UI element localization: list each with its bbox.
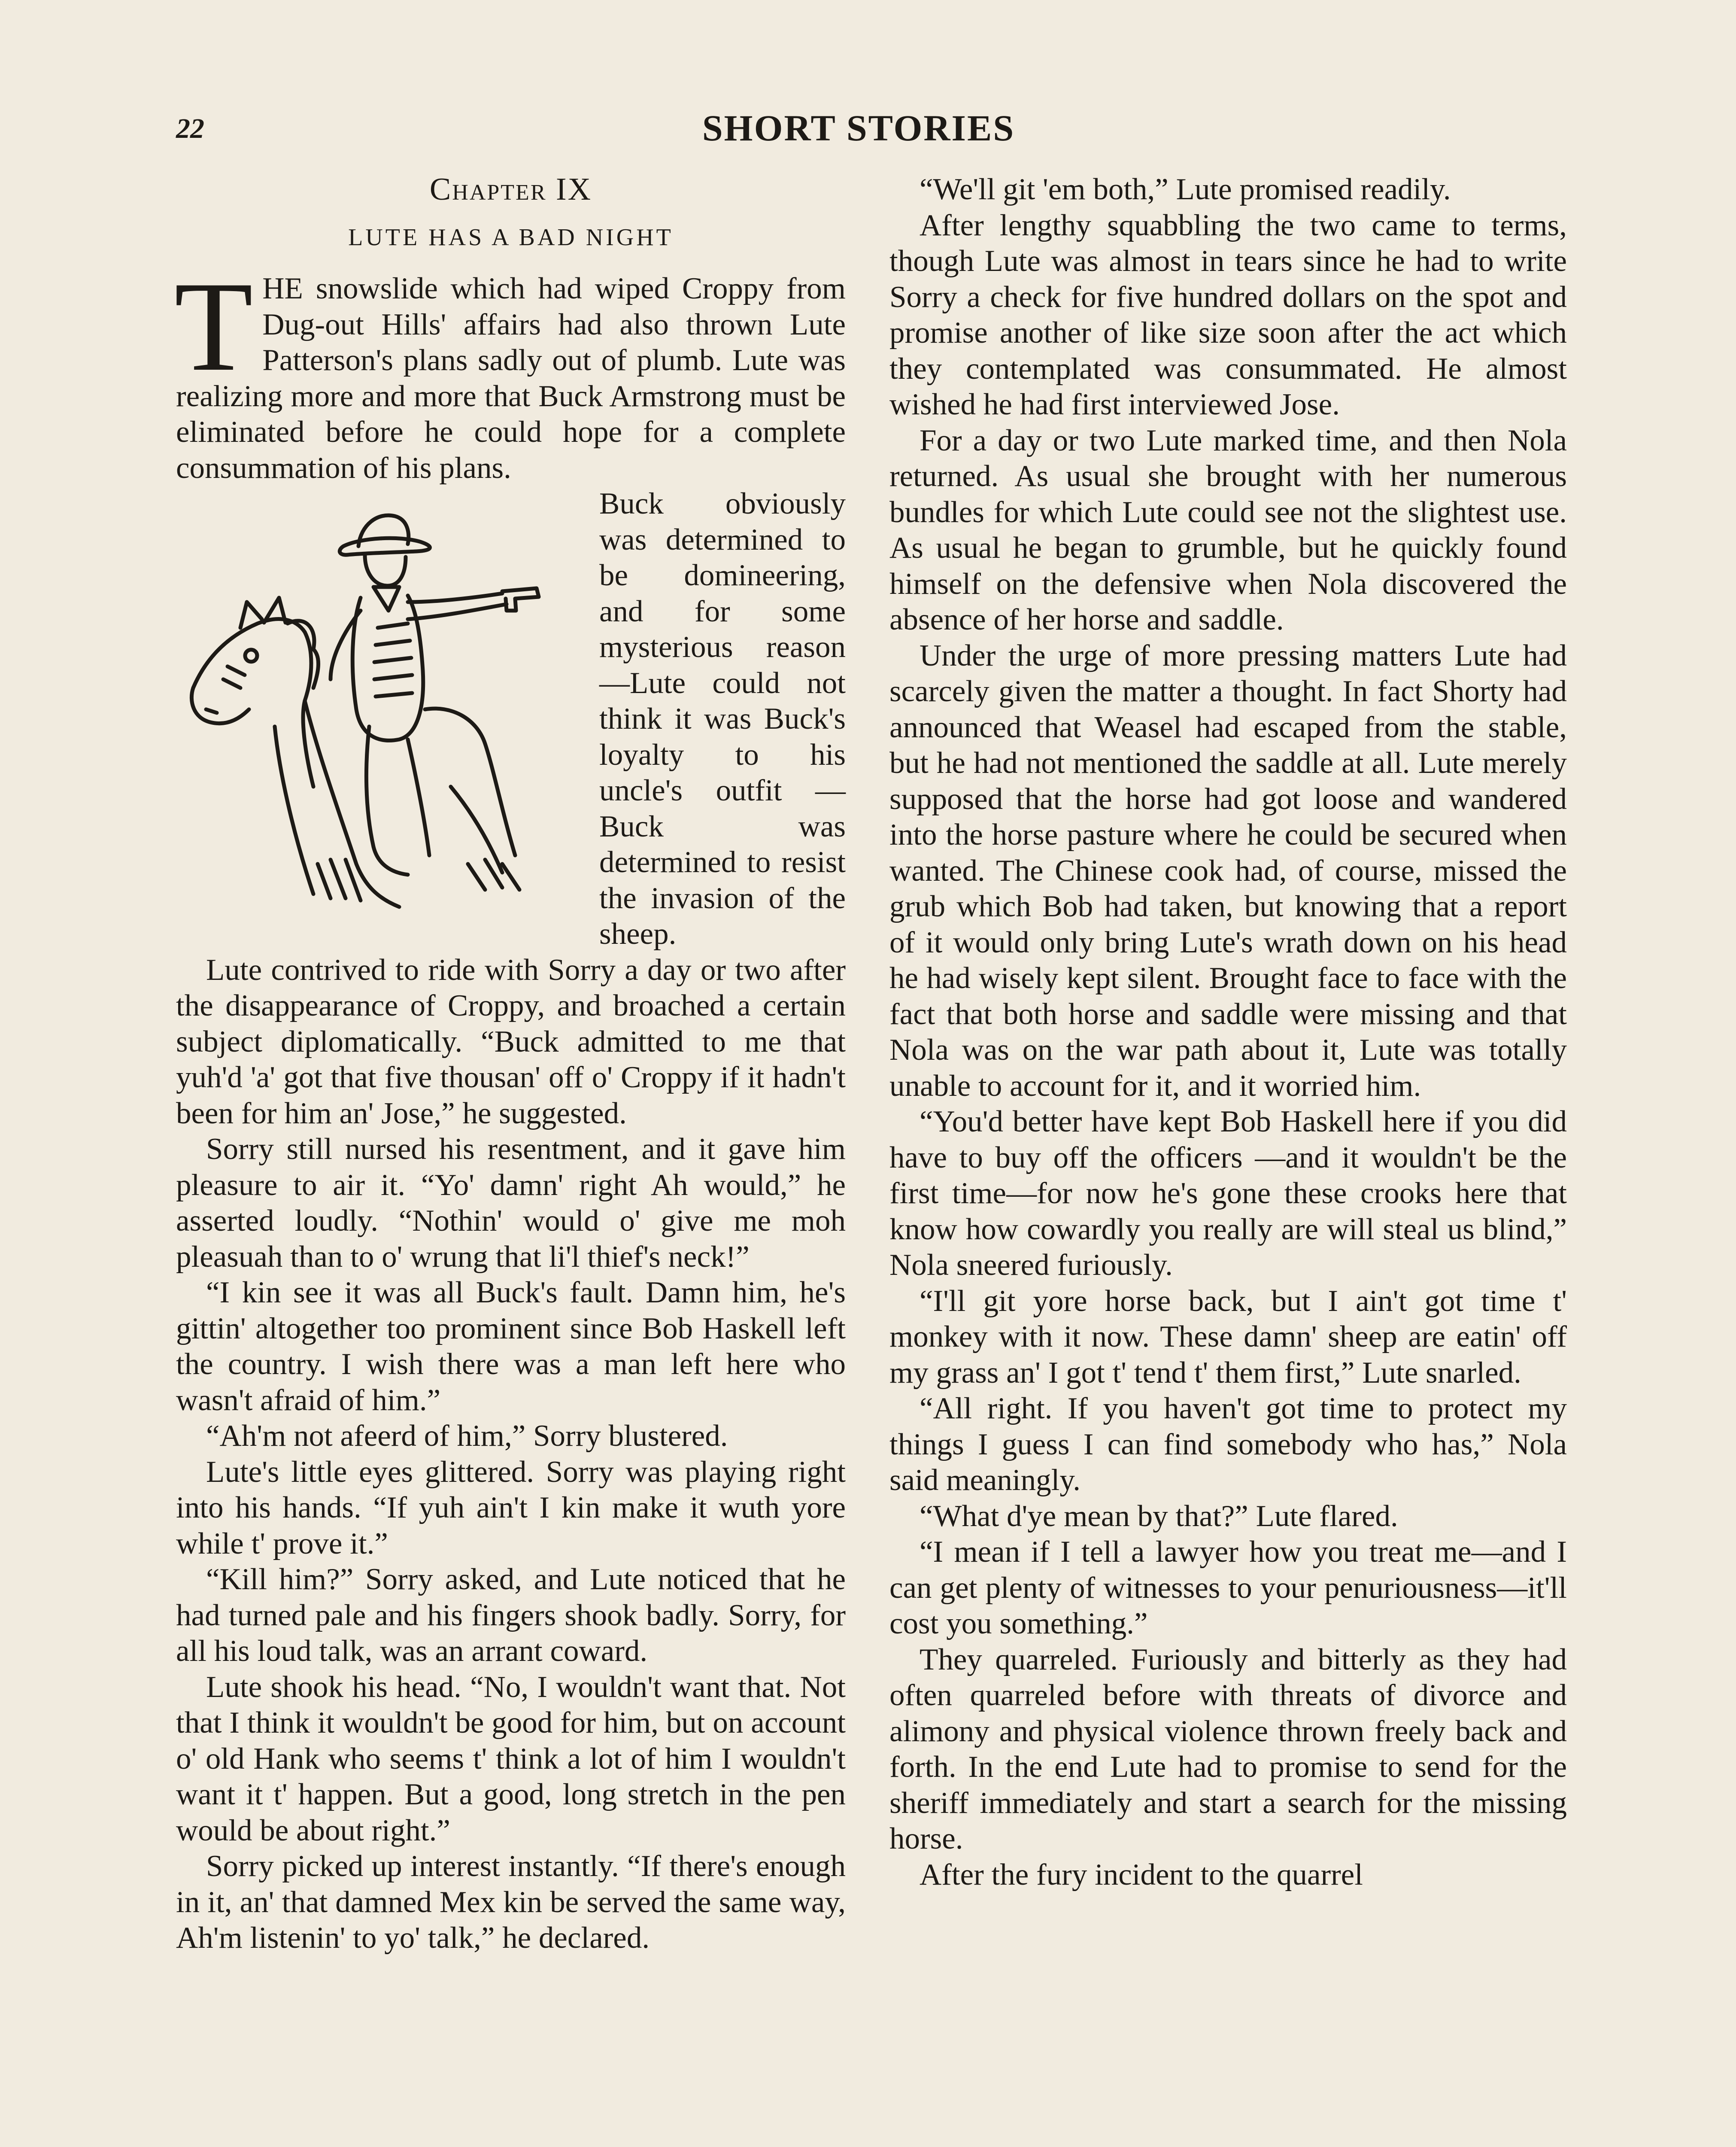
left-paragraph: Lute shook his head. “No, I wouldn't want that. Not that I think it wouldn't be good for him, but on account o' old Hank who seems t' think a lot of him I wouldn't want it t' happen. But a good, long stretch in the pen would be about right.” bbox=[176, 1670, 846, 1847]
right-paragraph: They quarreled. Furiously and bitterly as they had often quarreled before with threats of divorce and alimony and physical violence thrown freely back and forth. In the end Lute had to promise to send for the sheriff immediately and start a search for the missing horse. bbox=[889, 1642, 1567, 1855]
right-paragraph: “We'll git 'em both,” Lute promised readily. bbox=[920, 173, 1451, 206]
right-paragraph: “What d'ye mean by that?” Lute flared. bbox=[920, 1499, 1398, 1533]
left-column bbox=[176, 172, 846, 1956]
drop-cap: T bbox=[174, 255, 253, 398]
opening-paragraph bbox=[174, 255, 846, 952]
right-paragraph: After lengthy squabbling the two came to terms, though Lute was almost in tears since he had to write Sorry a check for five hundred dollars on the spot and promise another of like size soon after the act which they contemplated was consummated. He almost wished he had first interviewed Jose. bbox=[889, 208, 1567, 421]
right-paragraph: “You'd better have kept Bob Haskell here if you did have to buy off the officers —and it wouldn't be the first time—for now he's gone these crooks here that know how cowardly you really are will steal us blind,” Nola sneered furiously. bbox=[889, 1105, 1567, 1282]
opening-text bbox=[174, 255, 846, 951]
chapter-title: Chapter IX bbox=[429, 172, 592, 207]
right-paragraph: “All right. If you haven't got time to protect my things I guess I can find somebody who has,” Nola said meaningly. bbox=[889, 1392, 1567, 1497]
right-paragraph: After the fury incident to the quarrel bbox=[920, 1858, 1363, 1892]
left-paragraph: “I kin see it was all Buck's fault. Damn him, he's gittin' altogether too prominent since Bob Haskell left the country. I wish there was a man left here who wasn't afraid of him.” bbox=[176, 1276, 846, 1417]
cowboy-on-horse-illustration bbox=[176, 486, 584, 915]
opening-text-part: HE snowslide which had wiped Croppy from Dug-out Hills' affairs had also thrown Lute Patterson's plans sadly out of plumb. Lute was realizing more and more that Buck Armstrong must be eliminated before he could hope for a complete consummation of his plans. bbox=[176, 272, 846, 485]
running-title: SHORT STORIES bbox=[702, 107, 1015, 149]
chapter-subtitle: LUTE HAS A BAD NIGHT bbox=[348, 224, 674, 251]
cowboy-on-horse-drawing bbox=[176, 486, 584, 915]
left-paragraph: Sorry picked up interest instantly. “If there's enough in it, an' that damned Mex kin be served the same way, Ah'm listenin' to yo' talk,” he declared. bbox=[176, 1849, 846, 1955]
right-paragraph: For a day or two Lute marked time, and then Nola returned. As usual she brought with her numerous bundles for which Lute could see not the slightest use. As usual he began to grumble, but he quickly found himself on the defensive when Nola discovered the absence of her horse and saddle. bbox=[889, 423, 1567, 636]
left-paragraph: Sorry still nursed his resentment, and it gave him pleasure to air it. “Yo' damn' right Ah would,” he asserted loudly. “Nothin' would o' give me moh pleasuah than to o' wrung that li'l thief's neck!” bbox=[176, 1132, 846, 1274]
opening-text-part: Buck obviously was determined to be domineering, and for some mysterious reason—Lute could not think it was Buck's loyalty to his uncle's outfit — Buck was determined to resist the invasion of the sheep. bbox=[599, 487, 846, 951]
right-paragraph: Under the urge of more pressing matters Lute had scarcely given the matter a thought. In fact Shorty had announced that Weasel had escaped from the stable, but he had not mentioned the saddle at all. Lute merely supposed that the horse had got loose and wandered into the horse pasture where he could be secured when wanted. The Chinese cook had, of course, missed the grub which Bob had taken, but knowing that a report of it would only bring Lute's wrath down on his head he had wisely kept silent. Brought face to face with the fact that both horse and saddle were missing and that Nola was on the war path about it, Lute was totally unable to account for it, and it worried him. bbox=[889, 639, 1567, 1103]
right-paragraph: “I mean if I tell a lawyer how you treat me—and I can get plenty of witnesses to your penuriousness—it'll cost you something.” bbox=[889, 1535, 1567, 1640]
left-paragraph: “Kill him?” Sorry asked, and Lute noticed that he had turned pale and his fingers shook badly. Sorry, for all his loud talk, was an arrant coward. bbox=[176, 1563, 846, 1668]
right-column bbox=[889, 172, 1567, 1893]
left-paragraph: “Ah'm not afeerd of him,” Sorry blustered. bbox=[206, 1419, 728, 1453]
right-paragraph: “I'll git yore horse back, but I ain't got time t' monkey with it now. These damn' sheep are eatin' off my grass an' I got t' tend t' them first,” Lute snarled. bbox=[889, 1284, 1567, 1390]
left-paragraph: Lute contrived to ride with Sorry a day or two after the disappearance of Croppy, and broached a certain subject diplomatically. “Buck admitted to me that yuh'd 'a' got that five thousan' off o' Croppy if it hadn't been for him an' Jose,” he suggested. bbox=[176, 953, 846, 1130]
page-number: 22 bbox=[176, 113, 204, 144]
left-paragraph: Lute's little eyes glittered. Sorry was playing right into his hands. “If yuh ain't I kin make it wuth yore while t' prove it.” bbox=[176, 1455, 846, 1560]
